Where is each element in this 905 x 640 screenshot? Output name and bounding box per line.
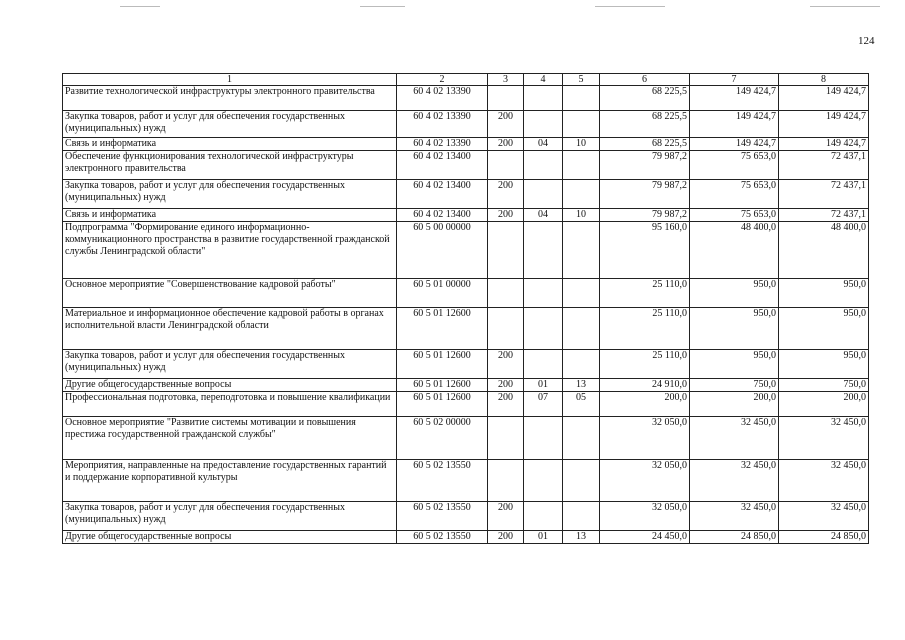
row-name-cell: Профессиональная подготовка, переподготовка и повышение квалификации <box>63 392 397 417</box>
row-name-cell: Закупка товаров, работ и услуг для обеспечения государственных (муниципальных) нужд <box>63 502 397 531</box>
table-row <box>63 531 869 544</box>
row-value8-cell: 24 850,0 <box>779 531 869 544</box>
row-value6-cell: 79 987,2 <box>600 151 690 180</box>
row-name-cell: Основное мероприятие "Развитие системы мотивации и повышения престижа государственной гражданской службы" <box>63 417 397 460</box>
column-header: 3 <box>488 74 524 86</box>
row-col3-cell <box>488 417 524 460</box>
row-col3-cell: 200 <box>488 180 524 209</box>
row-value8-cell: 48 400,0 <box>779 222 869 279</box>
row-col4-cell <box>524 151 563 180</box>
row-col4-cell <box>524 460 563 502</box>
row-value7-cell: 950,0 <box>690 350 779 379</box>
row-col5-cell <box>563 350 600 379</box>
row-value8-cell: 149 424,7 <box>779 111 869 138</box>
scan-artifacts <box>0 6 905 10</box>
table-row <box>63 392 869 417</box>
table-row <box>63 222 869 279</box>
row-col4-cell: 01 <box>524 531 563 544</box>
table-row <box>63 460 869 502</box>
row-col5-cell <box>563 279 600 308</box>
row-col3-cell: 200 <box>488 379 524 392</box>
table-row <box>63 151 869 180</box>
table-row <box>63 111 869 138</box>
row-col5-cell <box>563 111 600 138</box>
row-value8-cell: 72 437,1 <box>779 209 869 222</box>
row-name-cell: Связь и информатика <box>63 138 397 151</box>
row-value8-cell: 200,0 <box>779 392 869 417</box>
row-value7-cell: 75 653,0 <box>690 180 779 209</box>
row-value7-cell: 75 653,0 <box>690 209 779 222</box>
row-value8-cell: 149 424,7 <box>779 138 869 151</box>
row-col5-cell: 10 <box>563 209 600 222</box>
row-value8-cell: 72 437,1 <box>779 151 869 180</box>
row-name-cell: Подпрограмма "Формирование единого информационно-коммуникационного пространства в развитие государственной гражданской службы Ленинградской области" <box>63 222 397 279</box>
table-row <box>63 138 869 151</box>
row-value7-cell: 950,0 <box>690 308 779 350</box>
row-col5-cell <box>563 151 600 180</box>
budget-table <box>62 73 869 544</box>
row-col3-cell: 200 <box>488 350 524 379</box>
row-col4-cell <box>524 86 563 111</box>
row-name-cell: Материальное и информационное обеспечение кадровой работы в органах исполнительной власти Ленинградской области <box>63 308 397 350</box>
row-value7-cell: 75 653,0 <box>690 151 779 180</box>
row-col3-cell: 200 <box>488 502 524 531</box>
row-name-cell: Закупка товаров, работ и услуг для обеспечения государственных (муниципальных) нужд <box>63 350 397 379</box>
row-code-cell: 60 4 02 13390 <box>397 86 488 111</box>
row-col4-cell: 04 <box>524 138 563 151</box>
row-col3-cell: 200 <box>488 138 524 151</box>
row-value8-cell: 149 424,7 <box>779 86 869 111</box>
row-value7-cell: 149 424,7 <box>690 138 779 151</box>
row-value6-cell: 68 225,5 <box>600 138 690 151</box>
row-name-cell: Основное мероприятие "Совершенствование кадровой работы" <box>63 279 397 308</box>
row-value6-cell: 25 110,0 <box>600 308 690 350</box>
row-col4-cell <box>524 502 563 531</box>
row-col4-cell: 04 <box>524 209 563 222</box>
row-col3-cell <box>488 308 524 350</box>
row-value8-cell: 32 450,0 <box>779 460 869 502</box>
row-col3-cell: 200 <box>488 392 524 417</box>
row-col4-cell <box>524 111 563 138</box>
row-value7-cell: 32 450,0 <box>690 502 779 531</box>
row-col5-cell <box>563 417 600 460</box>
row-name-cell: Другие общегосударственные вопросы <box>63 531 397 544</box>
row-value6-cell: 32 050,0 <box>600 502 690 531</box>
column-header: 8 <box>779 74 869 86</box>
row-value7-cell: 48 400,0 <box>690 222 779 279</box>
row-value6-cell: 68 225,5 <box>600 111 690 138</box>
table-row <box>63 209 869 222</box>
row-col4-cell <box>524 417 563 460</box>
row-col4-cell <box>524 222 563 279</box>
row-value6-cell: 95 160,0 <box>600 222 690 279</box>
row-col3-cell: 200 <box>488 111 524 138</box>
row-code-cell: 60 4 02 13390 <box>397 138 488 151</box>
row-code-cell: 60 5 01 12600 <box>397 308 488 350</box>
row-name-cell: Обеспечение функционирования технологической инфраструктуры электронного правительства <box>63 151 397 180</box>
row-value7-cell: 149 424,7 <box>690 86 779 111</box>
row-col5-cell <box>563 502 600 531</box>
row-name-cell: Развитие технологической инфраструктуры электронного правительства <box>63 86 397 111</box>
row-name-cell: Связь и информатика <box>63 209 397 222</box>
row-value6-cell: 25 110,0 <box>600 279 690 308</box>
row-value7-cell: 24 850,0 <box>690 531 779 544</box>
row-value7-cell: 32 450,0 <box>690 417 779 460</box>
row-code-cell: 60 5 01 12600 <box>397 350 488 379</box>
row-col4-cell <box>524 180 563 209</box>
row-value8-cell: 32 450,0 <box>779 417 869 460</box>
row-col3-cell: 200 <box>488 209 524 222</box>
row-col3-cell <box>488 460 524 502</box>
row-value7-cell: 200,0 <box>690 392 779 417</box>
row-col5-cell: 13 <box>563 379 600 392</box>
row-name-cell: Закупка товаров, работ и услуг для обеспечения государственных (муниципальных) нужд <box>63 180 397 209</box>
row-col5-cell: 05 <box>563 392 600 417</box>
table-row <box>63 308 869 350</box>
row-value6-cell: 79 987,2 <box>600 209 690 222</box>
table-row <box>63 417 869 460</box>
column-header: 2 <box>397 74 488 86</box>
column-header: 1 <box>63 74 397 86</box>
table-row <box>63 350 869 379</box>
row-value8-cell: 950,0 <box>779 350 869 379</box>
row-col5-cell <box>563 222 600 279</box>
row-code-cell: 60 5 02 13550 <box>397 460 488 502</box>
column-header: 5 <box>563 74 600 86</box>
row-value8-cell: 750,0 <box>779 379 869 392</box>
row-col3-cell <box>488 279 524 308</box>
row-value6-cell: 32 050,0 <box>600 417 690 460</box>
row-value6-cell: 24 910,0 <box>600 379 690 392</box>
row-value7-cell: 32 450,0 <box>690 460 779 502</box>
row-col3-cell: 200 <box>488 531 524 544</box>
row-col5-cell <box>563 460 600 502</box>
table-row <box>63 279 869 308</box>
row-col4-cell <box>524 308 563 350</box>
row-name-cell: Мероприятия, направленные на предоставление государственных гарантий и поддержание корпоративной культуры <box>63 460 397 502</box>
row-col3-cell <box>488 86 524 111</box>
row-col5-cell <box>563 308 600 350</box>
row-code-cell: 60 4 02 13400 <box>397 209 488 222</box>
column-header: 7 <box>690 74 779 86</box>
column-header: 6 <box>600 74 690 86</box>
row-code-cell: 60 4 02 13390 <box>397 111 488 138</box>
row-col5-cell <box>563 180 600 209</box>
row-col5-cell <box>563 86 600 111</box>
row-value6-cell: 25 110,0 <box>600 350 690 379</box>
table-row <box>63 379 869 392</box>
row-code-cell: 60 5 01 00000 <box>397 279 488 308</box>
row-col5-cell: 10 <box>563 138 600 151</box>
table-row <box>63 502 869 531</box>
row-code-cell: 60 5 00 00000 <box>397 222 488 279</box>
row-code-cell: 60 4 02 13400 <box>397 180 488 209</box>
page-number: 124 <box>858 35 875 47</box>
row-value7-cell: 750,0 <box>690 379 779 392</box>
row-code-cell: 60 5 01 12600 <box>397 392 488 417</box>
table-header <box>63 74 869 86</box>
row-code-cell: 60 5 02 13550 <box>397 502 488 531</box>
row-value8-cell: 32 450,0 <box>779 502 869 531</box>
row-col3-cell <box>488 222 524 279</box>
row-value6-cell: 24 450,0 <box>600 531 690 544</box>
row-value6-cell: 79 987,2 <box>600 180 690 209</box>
row-value7-cell: 950,0 <box>690 279 779 308</box>
row-col4-cell: 07 <box>524 392 563 417</box>
row-code-cell: 60 5 02 00000 <box>397 417 488 460</box>
row-value8-cell: 72 437,1 <box>779 180 869 209</box>
table-row <box>63 180 869 209</box>
row-col4-cell <box>524 350 563 379</box>
row-col4-cell <box>524 279 563 308</box>
row-value7-cell: 149 424,7 <box>690 111 779 138</box>
row-value6-cell: 68 225,5 <box>600 86 690 111</box>
row-code-cell: 60 5 02 13550 <box>397 531 488 544</box>
row-name-cell: Закупка товаров, работ и услуг для обеспечения государственных (муниципальных) нужд <box>63 111 397 138</box>
table-body <box>63 86 869 544</box>
row-value6-cell: 200,0 <box>600 392 690 417</box>
row-col5-cell: 13 <box>563 531 600 544</box>
row-code-cell: 60 4 02 13400 <box>397 151 488 180</box>
column-header: 4 <box>524 74 563 86</box>
row-value8-cell: 950,0 <box>779 279 869 308</box>
row-name-cell: Другие общегосударственные вопросы <box>63 379 397 392</box>
row-value8-cell: 950,0 <box>779 308 869 350</box>
row-value6-cell: 32 050,0 <box>600 460 690 502</box>
table-row <box>63 86 869 111</box>
row-col4-cell: 01 <box>524 379 563 392</box>
row-code-cell: 60 5 01 12600 <box>397 379 488 392</box>
row-col3-cell <box>488 151 524 180</box>
